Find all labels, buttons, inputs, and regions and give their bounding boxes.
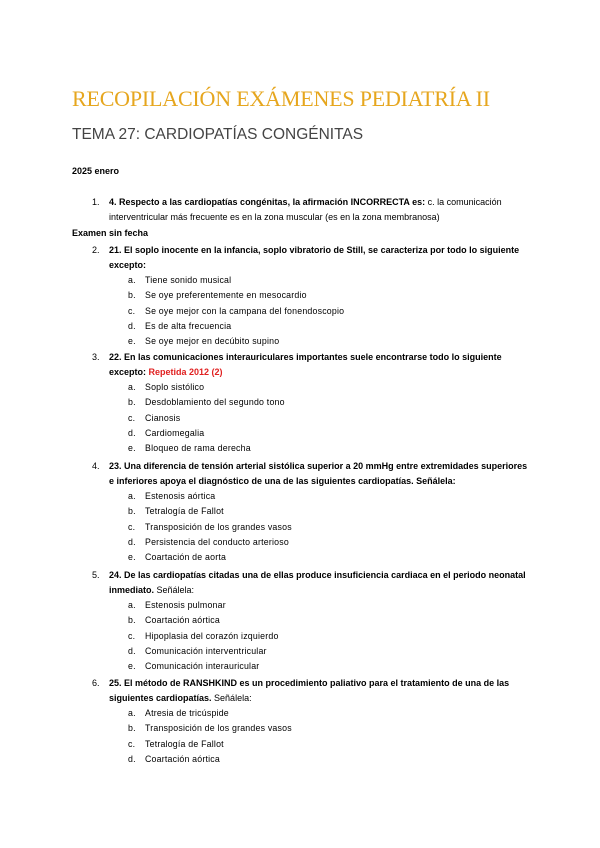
question-6: [92, 676, 532, 767]
option-letter: a.: [128, 275, 136, 285]
option-letter: b.: [128, 506, 136, 517]
option-item: [92, 319, 532, 334]
question-4: [92, 459, 532, 565]
option-text: Se oye mejor con la campana del fonendoscopio: [145, 305, 345, 316]
question-number: 2.: [92, 245, 100, 255]
question-answer-note: c. la comunicación interventricular más frecuente es en la zona muscular (es en la zona membranosa): [109, 197, 502, 222]
question-2: [92, 243, 532, 349]
option-letter: a.: [128, 491, 136, 501]
option-letter: c.: [128, 412, 136, 423]
option-letter: d.: [128, 536, 136, 547]
option-text: Desdoblamiento del segundo tono: [145, 397, 285, 408]
option-letter: e.: [128, 552, 136, 563]
question-stem: 23. Una diferencia de tensión arterial sistólica superior a 20 mmHg entre extremidades superiores e inferiores apoya el diagnóstico de una de las siguientes cardiopatías. Señálela:: [109, 461, 528, 486]
option-text: Se oye preferentemente en mesocardio: [145, 290, 307, 301]
option-text: Bloqueo de rama derecha: [145, 443, 251, 454]
question-number: 3.: [92, 352, 100, 362]
option-item: [92, 380, 532, 395]
option-text: Tiene sonido musical: [145, 275, 232, 285]
option-item: [92, 288, 532, 303]
section-heading-2025: 2025 enero: [72, 166, 120, 176]
option-letter: e.: [128, 336, 136, 347]
option-text: Cardiomegalia: [145, 427, 205, 438]
option-letter: a.: [128, 708, 136, 718]
option-text: Comunicación interauricular: [145, 661, 260, 672]
options-list: [92, 489, 532, 565]
question-stem: 21. El soplo inocente en la infancia, soplo vibratorio de Still, se caracteriza por todo lo siguiente excepto:: [109, 245, 520, 270]
option-text: Atresia de tricúspide: [145, 708, 229, 718]
option-item: [92, 613, 532, 628]
option-text: Soplo sistólico: [145, 382, 205, 392]
option-item: [92, 629, 532, 644]
option-text: Tetralogía de Fallot: [145, 506, 224, 517]
option-letter: b.: [128, 723, 136, 734]
option-item: [92, 441, 532, 456]
option-text: Coartación aórtica: [145, 615, 220, 626]
option-item: [92, 752, 532, 767]
question-5: [92, 568, 532, 674]
options-list: [92, 598, 532, 674]
option-item: [92, 644, 532, 659]
option-letter: e.: [128, 661, 136, 672]
options-list: [92, 273, 532, 349]
question-1: [92, 195, 532, 225]
option-letter: b.: [128, 397, 136, 408]
options-list: [92, 706, 532, 767]
question-text: [109, 350, 532, 380]
options-list: [92, 380, 532, 456]
option-item: [92, 706, 532, 721]
option-item: [92, 535, 532, 550]
option-letter: a.: [128, 382, 136, 392]
question-number: 5.: [92, 570, 100, 580]
question-stem: 4. Respecto a las cardiopatías congénitas, la afirmación INCORRECTA es:: [109, 197, 426, 207]
option-letter: d.: [128, 645, 136, 656]
question-number: 6.: [92, 678, 100, 688]
option-item: [92, 659, 532, 674]
option-text: Estenosis aórtica: [145, 491, 216, 501]
question-number: 4.: [92, 461, 100, 471]
question-stem: 25. El método de RANSHKIND es un procedimiento paliativo para el tratamiento de una de las siguientes cardiopatías.: [109, 678, 510, 703]
option-text: Comunicación interventricular: [145, 645, 267, 656]
document-subtitle: TEMA 27: CARDIOPATÍAS CONGÉNITAS: [72, 126, 364, 143]
question-text: [109, 459, 532, 489]
question-prompt: Señálela:: [154, 585, 195, 595]
option-text: Hipoplasia del corazón izquierdo: [145, 630, 279, 641]
question-stem: 24. De las cardiopatías citadas una de ellas produce insuficiencia cardiaca en el periodo neonatal inmediato.: [109, 570, 526, 595]
repeated-badge: Repetida 2012 (2): [148, 367, 223, 377]
option-letter: d.: [128, 320, 136, 331]
question-text: [109, 676, 532, 706]
option-item: [92, 550, 532, 565]
question-3: [92, 350, 532, 456]
option-text: Estenosis pulmonar: [145, 600, 226, 610]
option-item: [92, 411, 532, 426]
option-text: Se oye mejor en decúbito supino: [145, 336, 280, 347]
question-text: [109, 243, 532, 273]
option-item: [92, 395, 532, 410]
option-item: [92, 304, 532, 319]
option-text: Es de alta frecuencia: [145, 320, 232, 331]
question-stem: 22. En las comunicaciones interauriculares importantes suele encontrarse todo lo siguiente excepto:: [109, 352, 502, 377]
option-item: [92, 504, 532, 519]
option-text: Transposición de los grandes vasos: [145, 521, 292, 532]
option-item: [92, 520, 532, 535]
question-text: [109, 195, 532, 225]
option-letter: b.: [128, 290, 136, 301]
option-letter: c.: [128, 738, 136, 749]
option-letter: c.: [128, 521, 136, 532]
document-title: RECOPILACIÓN EXÁMENES PEDIATRÍA II: [72, 86, 490, 111]
option-text: Persistencia del conducto arterioso: [145, 536, 289, 547]
option-letter: b.: [128, 615, 136, 626]
option-item: [92, 273, 532, 288]
option-item: [92, 737, 532, 752]
option-letter: e.: [128, 443, 136, 454]
option-letter: a.: [128, 600, 136, 610]
question-prompt: Señálela:: [211, 693, 252, 703]
question-number: 1.: [92, 197, 100, 207]
option-letter: c.: [128, 305, 136, 316]
option-item: [92, 334, 532, 349]
option-text: Cianosis: [145, 412, 181, 423]
section-heading-sin-fecha: Examen sin fecha: [72, 228, 149, 238]
option-text: Coartación de aorta: [145, 552, 227, 563]
option-text: Tetralogía de Fallot: [145, 738, 224, 749]
option-item: [92, 598, 532, 613]
option-letter: d.: [128, 427, 136, 438]
option-item: [92, 721, 532, 736]
option-item: [92, 489, 532, 504]
question-text: [109, 568, 532, 598]
option-letter: d.: [128, 753, 136, 764]
option-item: [92, 426, 532, 441]
option-text: Coartación aórtica: [145, 753, 220, 764]
option-text: Transposición de los grandes vasos: [145, 723, 292, 734]
option-letter: c.: [128, 630, 136, 641]
